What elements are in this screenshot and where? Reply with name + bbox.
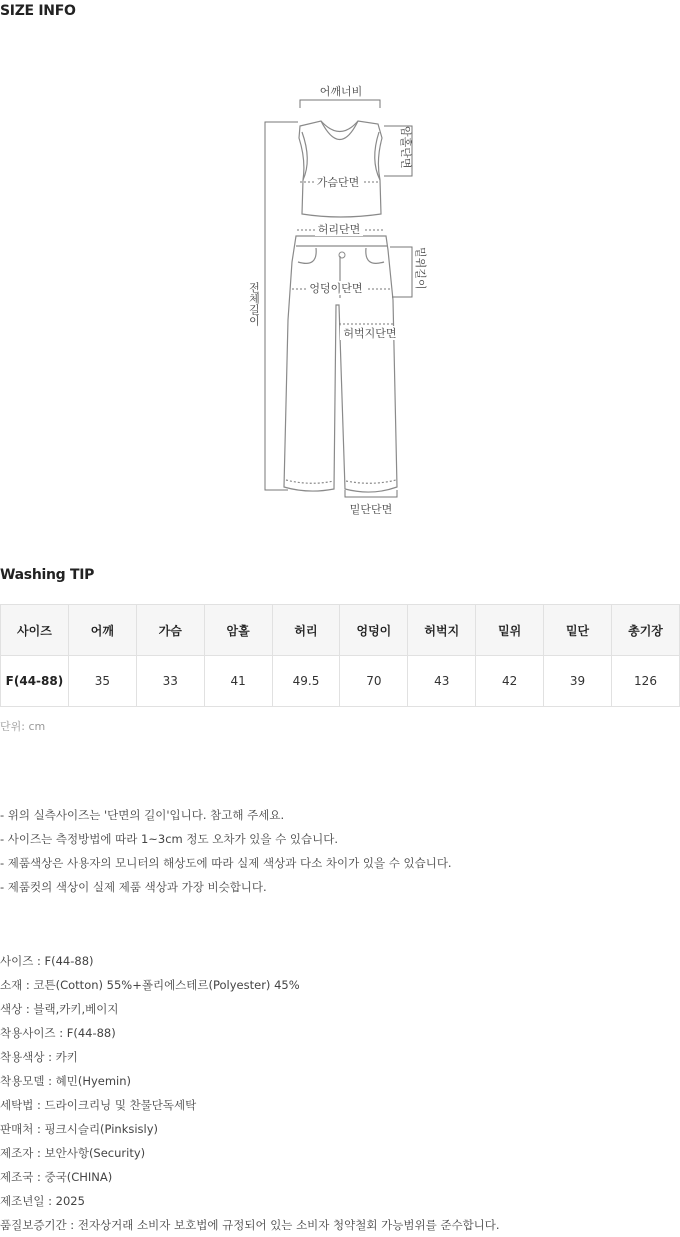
table-cell: 41 [204,656,272,707]
table-cell: 70 [340,656,408,707]
spec-line: 품질보증기간 : 전자상거래 소비자 보호법에 규정되어 있는 소비자 청약철회 가능범위를 준수합니다. [0,1218,500,1232]
table-cell: 43 [408,656,476,707]
spec-line: 색상 : 블랙,카키,베이지 [0,1002,119,1016]
pants-button [339,252,345,258]
label-thigh: 허벅지단면 [343,327,397,340]
rise-bracket [390,247,412,297]
label-hip: 엉덩이단면 [309,282,363,295]
pants-hem-right [346,480,396,483]
pants-pocket-left [298,248,316,263]
washing-tip-heading: Washing TIP [0,567,95,583]
table-row [1,656,680,707]
note-line: - 제품색상은 사용자의 모니터의 해상도에 따라 실제 색상과 다소 차이가 있을 수 있습니다. [0,856,452,870]
unit-label: 단위: cm [0,720,46,733]
note-line: - 위의 실측사이즈는 '단면의 길이'입니다. 참고해 주세요. [0,808,285,822]
table-header-cell: 어깨 [68,605,136,656]
pants-pocket-right [366,248,384,263]
label-waist: 허리단면 [317,223,361,236]
label-hem: 밑단단면 [349,503,393,516]
table-header-cell: 사이즈 [1,605,69,656]
spec-line: 제조년일 : 2025 [0,1194,85,1208]
measurement-guides [265,100,412,497]
note-line: - 제품컷의 색상이 실제 제품 색상과 가장 비슷합니다. [0,880,267,894]
label-chest: 가슴단면 [316,176,360,189]
table-header-cell: 허리 [272,605,340,656]
spec-line: 제조자 : 보안사항(Security) [0,1146,146,1160]
spec-line: 사이즈 : F(44-88) [0,954,94,968]
label-total: 전체길이 [247,282,261,326]
table-cell: 42 [476,656,544,707]
spec-line: 착용사이즈 : F(44-88) [0,1026,116,1040]
spec-line: 판매처 : 핑크시슬리(Pinksisly) [0,1122,159,1136]
shoulder-bracket [300,100,380,108]
note-line: - 사이즈는 측정방법에 따라 1~3cm 정도 오차가 있을 수 있습니다. [0,832,339,846]
table-cell: 39 [544,656,612,707]
table-header-cell: 엉덩이 [340,605,408,656]
spec-line: 제조국 : 중국(CHINA) [0,1170,113,1184]
spec-line: 소재 : 코튼(Cotton) 55%+폴리에스테르(Polyester) 45% [0,978,300,992]
table-header-cell: 밑위 [476,605,544,656]
table-header-row [1,605,680,656]
total-bracket [265,122,298,490]
table-cell: 33 [136,656,204,707]
spec-line: 착용색상 : 카키 [0,1050,78,1064]
spec-line: 착용모델 : 혜민(Hyemin) [0,1074,132,1088]
table-body [1,656,680,707]
pants-hem-left [286,480,334,483]
label-armhole: 암홀단면 [399,126,412,169]
table-header-cell: 암홀 [204,605,272,656]
table-header-cell: 가슴 [136,605,204,656]
label-shoulder: 어깨너비 [319,85,363,98]
table-cell: 49.5 [272,656,340,707]
top-outline [299,121,382,217]
table-cell: 126 [612,656,680,707]
size-table [0,604,680,707]
top-neckline [321,121,358,140]
table-header-cell: 허벅지 [408,605,476,656]
table-cell: F(44-88) [1,656,69,707]
table-cell: 35 [68,656,136,707]
size-diagram [240,80,440,520]
spec-line: 세탁법 : 드라이크리닝 및 찬물단독세탁 [0,1098,197,1112]
table-header-cell: 밑단 [544,605,612,656]
table-header-cell: 총기장 [612,605,680,656]
label-rise: 밑위길이 [414,247,427,290]
size-info-heading: SIZE INFO [0,3,76,19]
